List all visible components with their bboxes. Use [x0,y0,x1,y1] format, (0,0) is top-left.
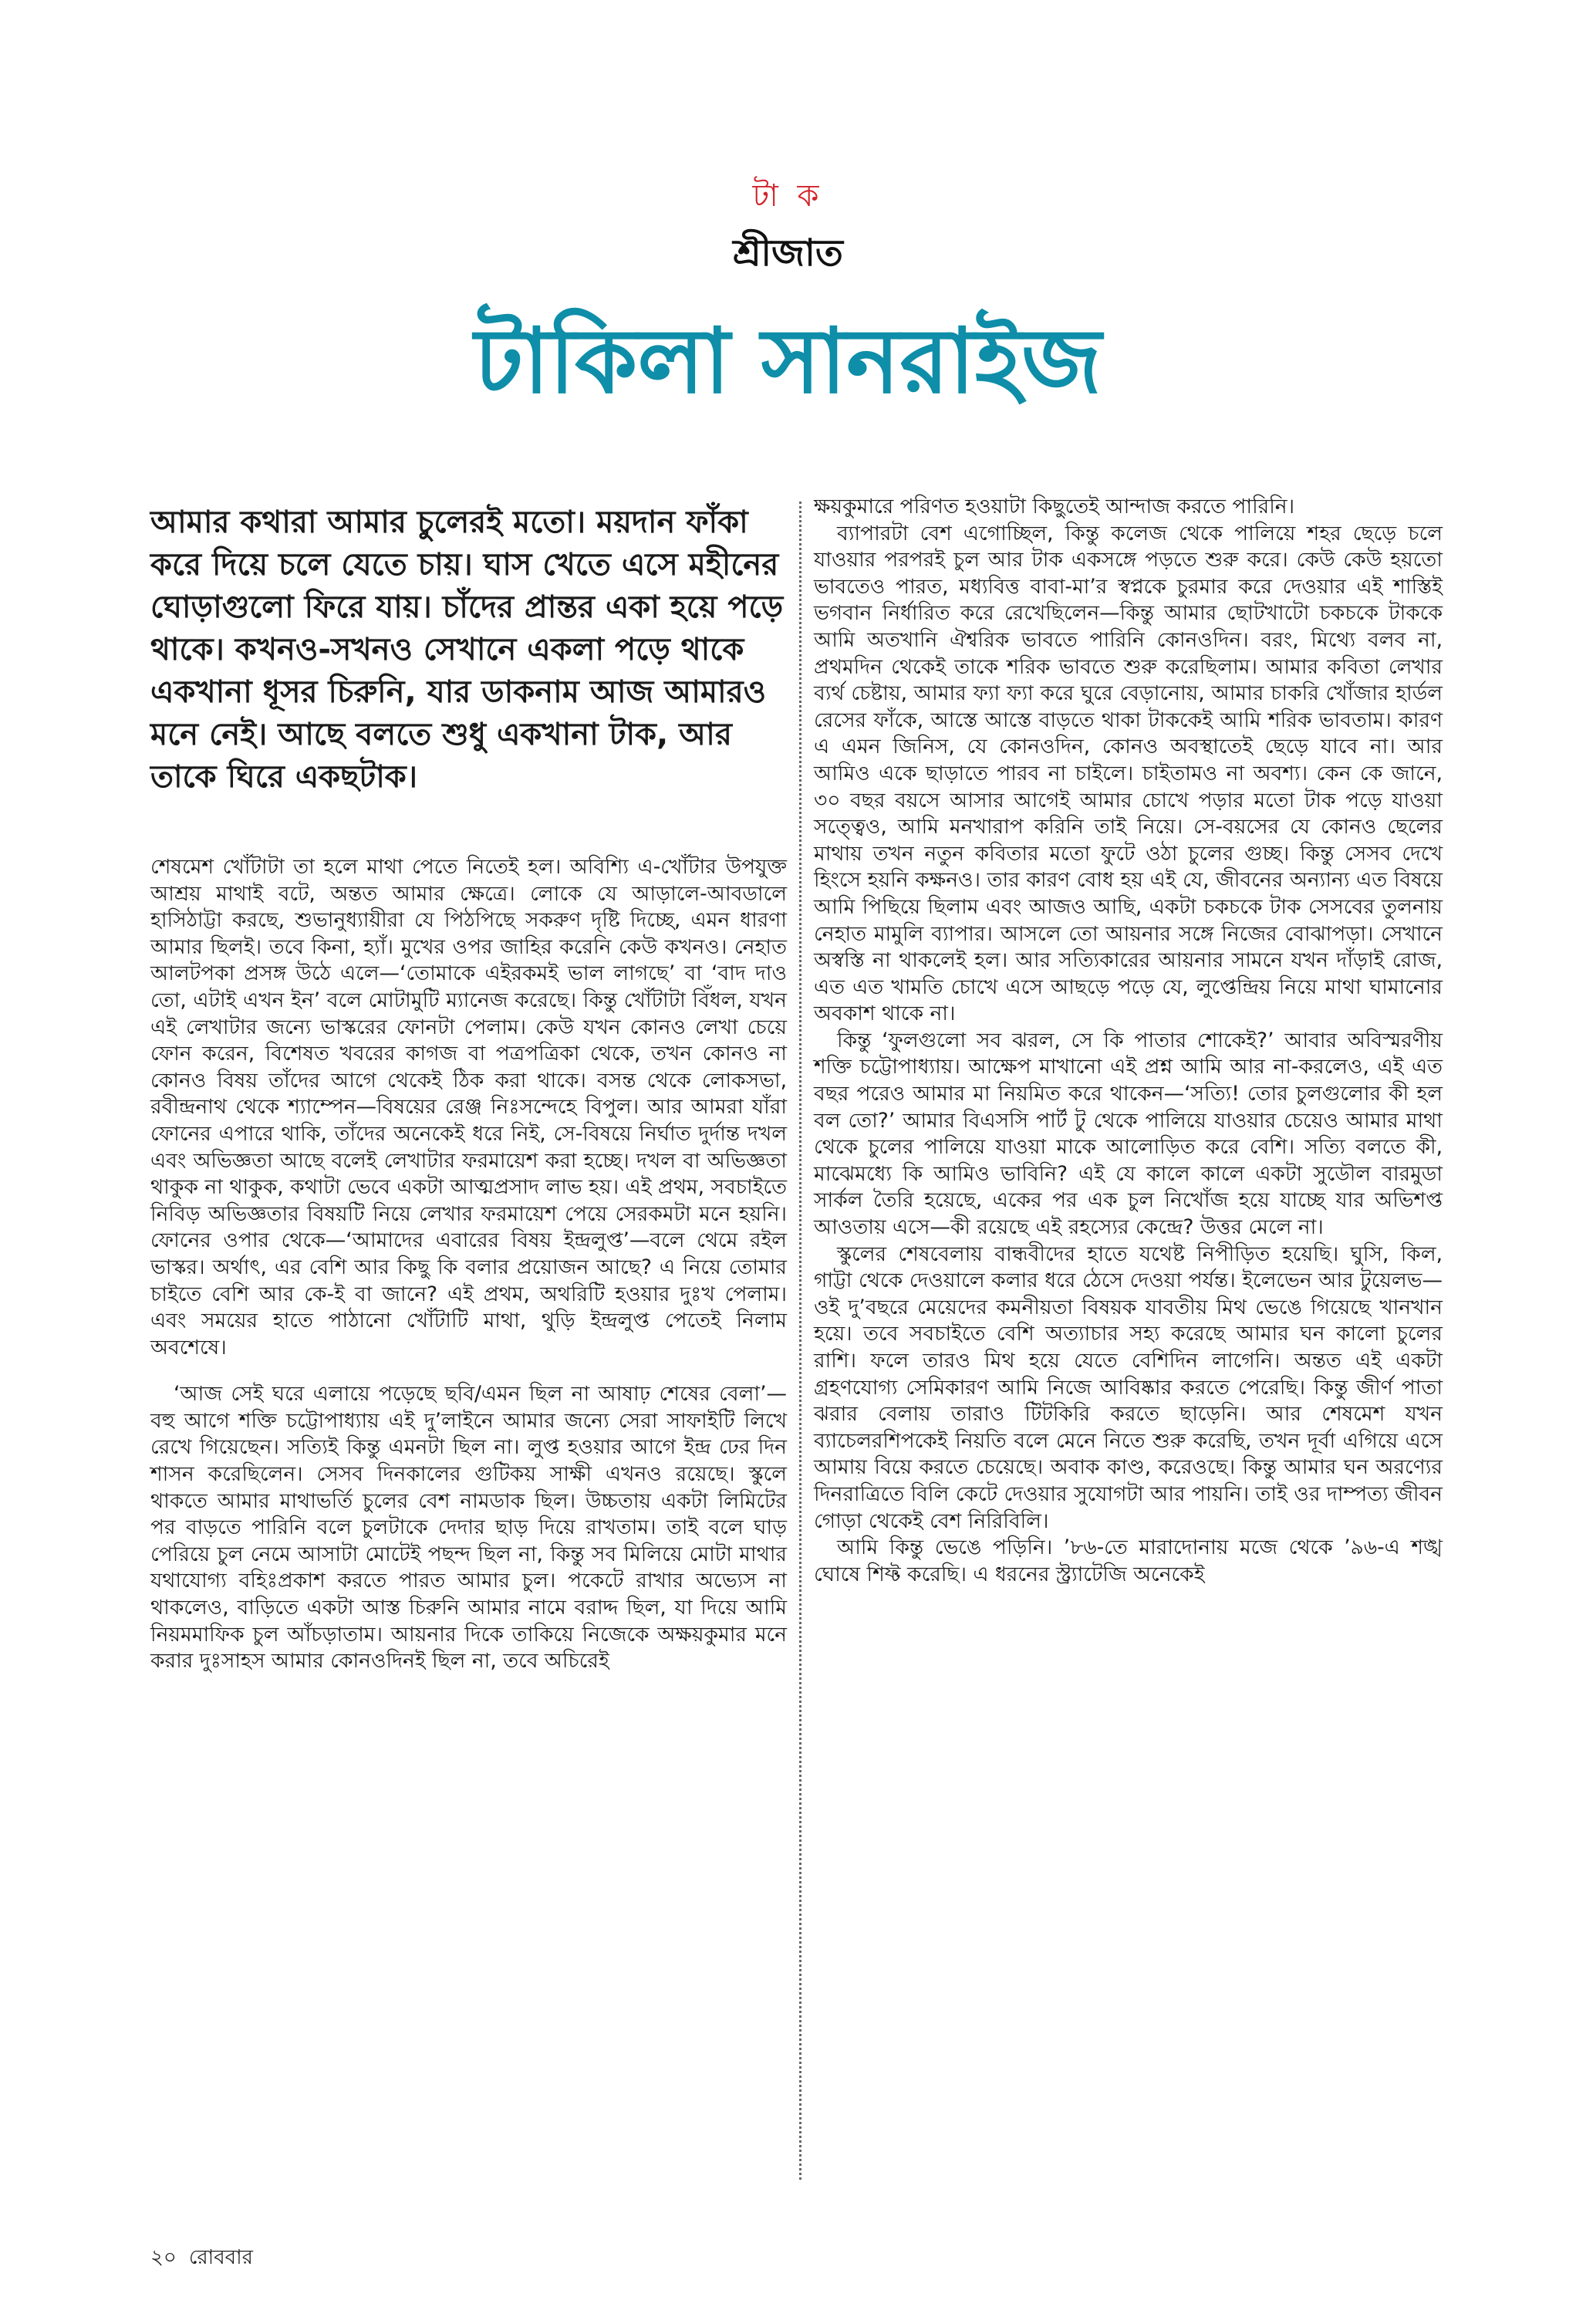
body-paragraph: ক্ষয়কুমারে পরিণত হওয়াটা কিছুতেই আন্দাজ করতে পারিনি। [814,495,1295,519]
body-paragraph: স্কুলের শেষবেলায় বান্ধবীদের হাতে যথেষ্ট নিপীড়িত হয়েছি। ঘুসি, কিল, গাট্টা থেকে দেওয়ালে কলার ধরে ঠেসে দেওয়া পর্যন্ত। ইলেভেন আর টুয়েলভ—ওই দু’বছরে মেয়েদের কমনীয়তা বিষয়ক যাবতীয় মিথ ভেঙে গিয়েছে খানখান হয়ে। তবে সবচাইতে বেশি অত্যাচার সহ্য করেছে আমার ঘন কালো চুলের রাশি। ফলে তারও মিথ হয়ে যেতে বেশিদিন লাগেনি। অন্তত এই একটা গ্রহণযোগ্য সেমিকারণ আমি নিজে আবিষ্কার করতে পেরেছি। কিন্তু জীর্ণ পাতা ঝরার বেলায় তারাও টিটকিরি করতে ছাড়েনি। আর শেষমেশ যখন ব্যাচেলরশিপকেই নিয়তি বলে মেনে নিতে শুরু করেছি, তখন দূর্বা এগিয়ে এসে আমায় বিয়ে করতে চেয়েছে। অবাক কাণ্ড, করেওছে। কিন্তু আমার ঘন অরণ্যের দিনরাত্রিতে বিলি কেটে দেওয়ার সুযোগটা আর পায়নি। তাই ওর দাম্পত্য জীবন গোড়া থেকেই বেশ নিরিবিলি। [814,1241,1443,1533]
body-paragraph: শেষমেশ খোঁটাটা তা হলে মাথা পেতে নিতেই হল। অবিশ্যি এ-খোঁটার উপযুক্ত আশ্রয় মাথাই বটে, অন্তত আমার ক্ষেত্রে। লোকে যে আড়ালে-আবডালে হাসিঠাট্টা করছে, শুভানুধ্যায়ীরা যে পিঠপিছে সকরুণ দৃষ্টি দিচ্ছে, এমন ধারণা আমার ছিলই। তবে কিনা, হ্যাঁ। মুখের ওপর জাহির করেনি কেউ কখনও। নেহাত আলটপকা প্রসঙ্গ উঠে এলে—‘তোমাকে এইরকমই ভাল লাগছে’ বা ‘বাদ দাও তো, এটাই এখন ইন’ বলে মোটামুটি ম্যানেজ করেছে। কিন্তু খোঁটাটা বিঁধল, যখন এই লেখাটার জন্যে ভাস্করের ফোনটা পেলাম। কেউ যখন কোনও লেখা চেয়ে ফোন করেন, বিশেষত খবরের কাগজ বা পত্রপত্রিকা থেকে, তখন কোনও না কোনও বিষয় তাঁদের আগে থেকেই ঠিক করা থাকে। বসন্ত থেকে লোকসভা, রবীন্দ্রনাথ থেকে শ্যাম্পেন—বিষয়ের রেঞ্জ নিঃসন্দেহে বিপুল। আর আমরা যাঁরা ফোনের এপারে থাকি, তাঁদের অনেকেই ধরে নিই, সে-বিষয়ে নির্ঘাত দুর্দান্ত দখল এবং অভিজ্ঞতা আছে বলেই লেখাটার ফরমায়েশ করা হচ্ছে। দখল বা অভিজ্ঞতা থাকুক না থাকুক, কথাটা ভেবে একটা আত্মপ্রসাদ লাভ হয়। এই প্রথম, সবচাইতে নিবিড় অভিজ্ঞতার বিষয়টি নিয়ে লেখার ফরমায়েশ পেয়ে সেরকমটা মনে হয়নি। ফোনের ওপার থেকে—‘আমাদের এবারের বিষয় ইন্দ্রলুপ্ত’—বলে থেমে রইল ভাস্কর। অর্থাৎ, এর বেশি আর কিছু কি বলার প্রয়োজন আছে? এ নিয়ে তোমার চাইতে বেশি আর কে-ই বা জানে? এই প্রথম, অথরিটি হওয়ার দুঃখ পেলাম। এবং সময়ের হাতে পাঠানো খোঁটাটি মাথা, থুড়ি ইন্দ্রলুপ্ত পেতেই নিলাম অবশেষে। [150,855,787,1360]
page-footer [150,2241,265,2275]
left-column [150,494,787,1675]
body-paragraph: ‘আজ সেই ঘরে এলায়ে পড়েছে ছবি/এমন ছিল না আষাঢ় শেষের বেলা’—বহু আগে শক্তি চট্টোপাধ্যায় এই দু’লাইনে আমার জন্যে সেরা সাফাইটি লিখে রেখে গিয়েছেন। সত্যিই কিন্তু এমনটা ছিল না। লুপ্ত হওয়ার আগে ইন্দ্র ঢের দিন শাসন করেছিলেন। সেসব দিনকালের গুটিকয় সাক্ষী এখনও রয়েছে। স্কুলে থাকতে আমার মাথাভর্তি চুলের বেশ নামডাক ছিল। উচ্চতায় একটা লিমিটের পর বাড়তে পারিনি বলে চুলটাকে দেদার ছাড় দিয়ে রাখতাম। তাই বলে ঘাড় পেরিয়ে চুল নেমে আসাটা মোটেই পছন্দ ছিল না, কিন্তু সব মিলিয়ে মোটা মাথার যথাযোগ্য বহিঃপ্রকাশ করতে পারত আমার চুল। পকেটে রাখার অভ্যেস না থাকলেও, বাড়িতে একটা আস্ত চিরুনি আমার নামে বরাদ্দ ছিল, যা দিয়ে আমি নিয়মমাফিক চুল আঁচড়াতাম। আয়নার দিকে তাকিয়ে নিজেকে অক্ষয়কুমার মনে করার দুঃসাহস আমার কোনওদিনই ছিল না, তবে অচিরেই [150,1382,787,1674]
lead-paragraph: আমার কথারা আমার চুলেরই মতো। ময়দান ফাঁকা করে দিয়ে চলে যেতে চায়। ঘাস খেতে এসে মহীনের ঘোড়াগুলো ফিরে যায়। চাঁদের প্রান্তর একা হয়ে পড়ে থাকে। কখনও-সখনও সেখানে একলা পড়ে থাকে একখানা ধূসর চিরুনি, যার ডাকনাম আজ আমারও মনে নেই। আছে বলতে শুধু একখানা টাক, আর তাকে ঘিরে একছটাক। [150,505,784,795]
page-number: ২০ [150,2246,177,2269]
body-paragraph: ব্যাপারটা বেশ এগোচ্ছিল, কিন্তু কলেজ থেকে পালিয়ে শহর ছেড়ে চলে যাওয়ার পরপরই চুল আর টাক একসঙ্গে পড়তে শুরু করে। কেউ কেউ হয়তো ভাবতেও পারত, মধ্যবিত্ত বাবা-মা’র স্বপ্নকে চুরমার করে দেওয়ার এই শাস্তিই ভগবান নির্ধারিত করে রেখেছিলেন—কিন্তু আমার ছোটখাটো চকচকে টাককে আমি অতখানি ঐশ্বরিক ভাবতে পারিনি কোনওদিন। বরং, মিথ্যে বলব না, প্রথমদিন থেকেই তাকে শরিক ভাবতে শুরু করেছিলাম। আমার কবিতা লেখার ব্যর্থ চেষ্টায়, আমার ফ্যা ফ্যা করে ঘুরে বেড়ানোয়, আমার চাকরি খোঁজার হার্ডল রেসের ফাঁকে, আস্তে আস্তে বাড়তে থাকা টাককেই আমি শরিক ভাবতাম। কারণ এ এমন জিনিস, যে কোনওদিন, কোনও অবস্থাতেই ছেড়ে যাবে না। আর আমিও একে ছাড়াতে পারব না চাইলে। চাইতামও না অবশ্য। কেন কে জানে, ৩০ বছর বয়সে আসার আগেই আমার চোখে পড়ার মতো টাক পড়ে যাওয়া সত্ত্বেও, আমি মনখারাপ করিনি তাই নিয়ে। সে-বয়সের যে কোনও ছেলের মাথায় তখন নতুন কবিতার মতো ফুটে ওঠা চুলের গুচ্ছ। কিন্তু সেসব দেখে হিংসে হয়নি কক্ষনও। তার কারণ বোধ হয় এই যে, জীবনের অন্যান্য এত বিষয়ে আমি পিছিয়ে ছিলাম এবং আজও আছি, একটা চকচকে টাক সেসবের তুলনায় নেহাত মামুলি ব্যাপার। আসলে তো আয়নার সঙ্গে নিজের বোঝাপড়া। সেখানে অস্বস্তি না থাকলেই হল। আর সত্যিকারের আয়নার সামনে যখন দাঁড়াই রোজ, এত এত খামতি চোখে এসে আছড়ে পড়ে যে, লুপ্তেন্দ্রিয় নিয়ে মাথা ঘামানোর অবকাশ থাকে না। [814,521,1443,1026]
article-headline: টাকিলা সানরাইজ [474,309,1102,414]
right-column [814,494,1443,1588]
body-paragraph: আমি কিন্তু ভেঙে পড়িনি। ’৮৬-তে মারাদোনায় মজে থেকে ’৯৬-এ শঙ্খ ঘোষে শিফ্ট করেছি। এ ধরনের স্ট্র্যাটেজি অনেকেই [814,1535,1443,1586]
section-tag: টা ক [752,178,824,214]
column-divider [799,502,801,2180]
publication-name: রোববার [188,2246,253,2269]
body-paragraph: কিন্তু ‘ফুলগুলো সব ঝরল, সে কি পাতার শোকেই?’ আবার অবিস্মরণীয় শক্তি চট্টোপাধ্যায়। আক্ষেপ মাখানো এই প্রশ্ন আমি আর না-করলেও, এই এত বছর পরেও আমার মা নিয়মিত করে থাকেন—‘সত্যি! তোর চুলগুলোর কী হল বল তো?’ আমার বিএসসি পার্ট টু থেকে পালিয়ে যাওয়ার চেয়েও আমার মাথা থেকে চুলের পালিয়ে যাওয়া মাকে আলোড়িত করে বেশি। সত্যি বলতে কী, মাঝেমধ্যে কি আমিও ভাবিনি? এই যে কালে কালে একটা সুডৌল বারমুডা সার্কল তৈরি হয়েছে, একের পর এক চুল নিখোঁজ হয়ে যাচ্ছে যার অভিশপ্ত আওতায় এসে—কী রয়েছে এই রহস্যের কেন্দ্রে? উত্তর মেলে না। [814,1028,1443,1240]
author-name: শ্রীজাত [733,231,843,275]
